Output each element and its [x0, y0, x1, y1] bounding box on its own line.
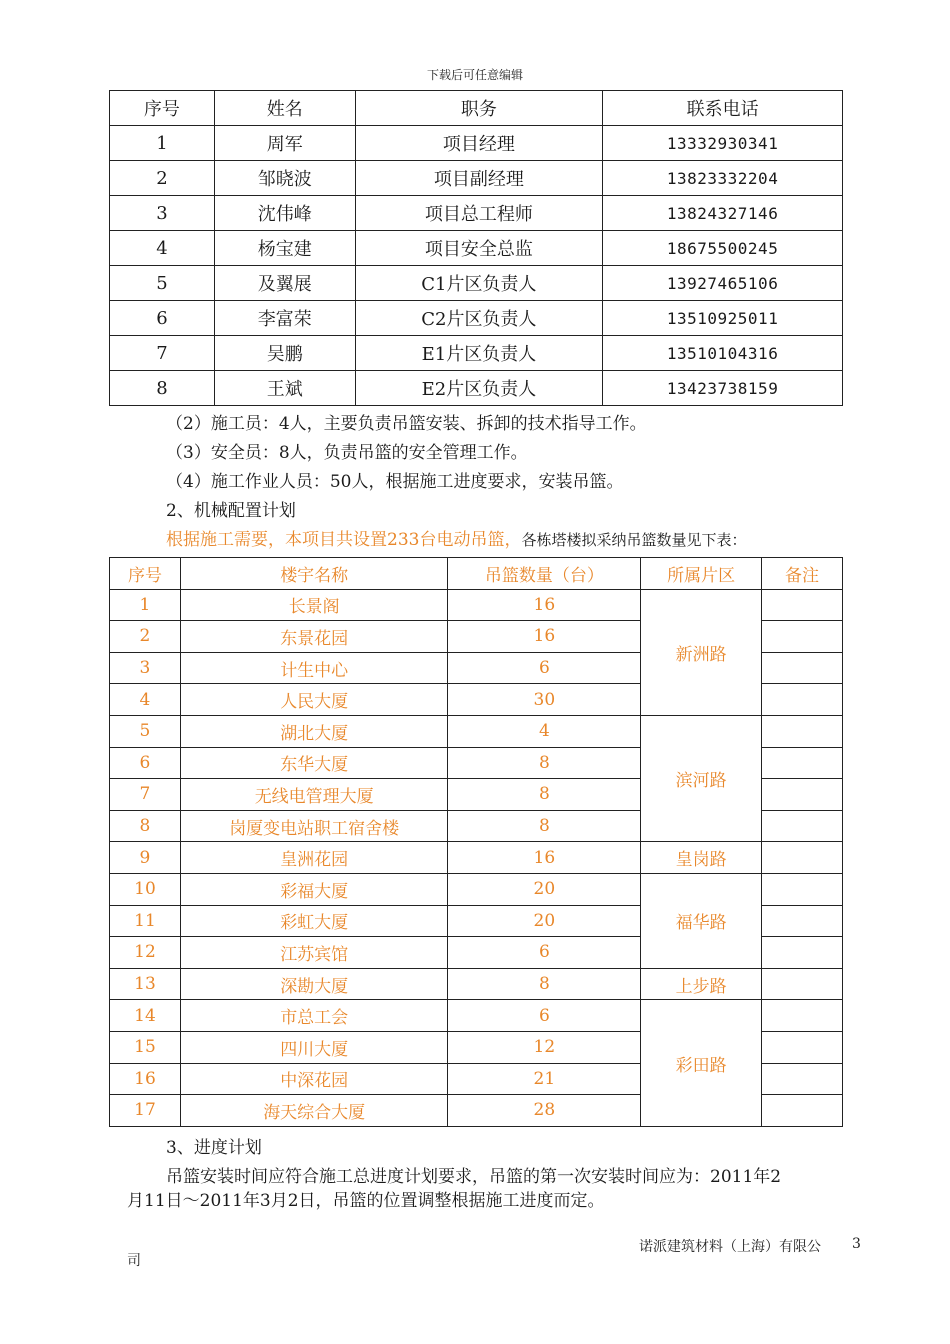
table-cell: 3	[110, 196, 215, 231]
page-number: 3	[852, 1236, 861, 1252]
table-cell: 项目总工程师	[355, 196, 603, 231]
remark-cell	[762, 1095, 843, 1127]
table-cell: 1	[110, 126, 215, 161]
table-cell: 东华大厦	[180, 747, 448, 779]
table-cell: 江苏宾馆	[180, 937, 448, 969]
column-header: 姓名	[214, 91, 355, 126]
table-cell: 13510925011	[603, 301, 843, 336]
table-row	[110, 161, 843, 196]
table-cell: C1片区负责人	[355, 266, 603, 301]
table-cell: 湖北大厦	[180, 715, 448, 747]
table-cell: 7	[110, 336, 215, 371]
table-cell: 6	[448, 652, 641, 684]
remark-cell	[762, 715, 843, 747]
district-cell: 新洲路	[641, 589, 762, 715]
table-cell: 2	[110, 161, 215, 196]
table-cell: 8	[448, 968, 641, 1000]
table-cell: 市总工会	[180, 1000, 448, 1032]
gondola-table	[109, 557, 843, 1127]
table-cell: 9	[110, 842, 181, 874]
table-cell: 四川大厦	[180, 1031, 448, 1063]
remark-cell	[762, 842, 843, 874]
table-cell: 6	[448, 1000, 641, 1032]
table-cell: 东景花园	[180, 621, 448, 653]
footer-company-tail: 司	[127, 1253, 141, 1269]
column-header: 序号	[110, 558, 181, 590]
staff-table	[109, 90, 843, 406]
table-cell: 21	[448, 1063, 641, 1095]
table-cell: 5	[110, 266, 215, 301]
table-cell: C2片区负责人	[355, 301, 603, 336]
paragraph-construction-staff: （2）施工员：4人，主要负责吊篮安装、拆卸的技术指导工作。	[166, 414, 647, 434]
table-cell: 长景阁	[180, 589, 448, 621]
remark-cell	[762, 1063, 843, 1095]
header-note: 下载后可任意编辑	[426, 68, 523, 82]
table-cell: 3	[110, 652, 181, 684]
schedule-text-line2: 月11日～2011年3月2日，吊篮的位置调整根据施工进度而定。	[127, 1191, 605, 1211]
table-cell: 6	[110, 747, 181, 779]
table-cell: 5	[110, 715, 181, 747]
table-cell: 16	[110, 1063, 181, 1095]
column-header: 备注	[762, 558, 843, 590]
table-cell: 13824327146	[603, 196, 843, 231]
table-cell: 海天综合大厦	[180, 1095, 448, 1127]
remark-cell	[762, 684, 843, 716]
table-cell: 及翼展	[214, 266, 355, 301]
table-cell: 李富荣	[214, 301, 355, 336]
table-cell: 13510104316	[603, 336, 843, 371]
table-cell: 项目副经理	[355, 161, 603, 196]
table-cell: 周军	[214, 126, 355, 161]
table-cell: 沈伟峰	[214, 196, 355, 231]
remark-cell	[762, 968, 843, 1000]
staff-table-header	[110, 91, 843, 126]
table-cell: 计生中心	[180, 652, 448, 684]
table-cell: 8	[448, 747, 641, 779]
remark-cell	[762, 747, 843, 779]
table-cell: 8	[110, 371, 215, 406]
remark-cell	[762, 937, 843, 969]
table-cell: 人民大厦	[180, 684, 448, 716]
table-cell: 20	[448, 905, 641, 937]
table-cell: 17	[110, 1095, 181, 1127]
table-cell: 11	[110, 905, 181, 937]
district-cell: 彩田路	[641, 1000, 762, 1126]
section-heading-machinery: 2、机械配置计划	[166, 501, 296, 521]
district-cell: 福华路	[641, 873, 762, 968]
table-cell: 王斌	[214, 371, 355, 406]
table-cell: 13423738159	[603, 371, 843, 406]
table-row	[110, 126, 843, 161]
table-cell: 15	[110, 1031, 181, 1063]
table-cell: 8	[110, 810, 181, 842]
table-row	[110, 968, 843, 1000]
table-cell: 12	[110, 937, 181, 969]
table-cell: 岗厦变电站职工宿舍楼	[180, 810, 448, 842]
table-cell: 深勘大厦	[180, 968, 448, 1000]
district-cell: 上步路	[641, 968, 762, 1000]
column-header: 序号	[110, 91, 215, 126]
table-cell: 1	[110, 589, 181, 621]
remark-cell	[762, 1031, 843, 1063]
column-header: 所属片区	[641, 558, 762, 590]
table-row	[110, 231, 843, 266]
table-cell: 20	[448, 873, 641, 905]
table-row	[110, 715, 843, 747]
table-cell: 28	[448, 1095, 641, 1127]
table-row	[110, 371, 843, 406]
remark-cell	[762, 779, 843, 811]
district-cell: 皇岗路	[641, 842, 762, 874]
table-cell: 彩福大厦	[180, 873, 448, 905]
table-cell: 项目经理	[355, 126, 603, 161]
machinery-intro	[166, 525, 746, 550]
remark-cell	[762, 589, 843, 621]
column-header: 楼宇名称	[180, 558, 448, 590]
intro-text: 各栋塔楼拟采纳吊篮数量见下表：	[521, 531, 747, 549]
table-cell: E2片区负责人	[355, 371, 603, 406]
remark-cell	[762, 873, 843, 905]
table-cell: 4	[448, 715, 641, 747]
table-cell: 13	[110, 968, 181, 1000]
table-cell: 项目安全总监	[355, 231, 603, 266]
table-cell: 6	[448, 937, 641, 969]
table-cell: 中深花园	[180, 1063, 448, 1095]
table-cell: 邹晓波	[214, 161, 355, 196]
column-header: 吊篮数量（台）	[448, 558, 641, 590]
table-cell: 杨宝建	[214, 231, 355, 266]
table-row	[110, 196, 843, 231]
table-row	[110, 873, 843, 905]
table-cell: 无线电管理大厦	[180, 779, 448, 811]
table-cell: 8	[448, 779, 641, 811]
remark-cell	[762, 905, 843, 937]
table-row	[110, 842, 843, 874]
district-cell: 滨河路	[641, 715, 762, 841]
table-row	[110, 336, 843, 371]
table-cell: 7	[110, 779, 181, 811]
gondola-table-header	[110, 558, 843, 590]
table-cell: 10	[110, 873, 181, 905]
table-cell: 16	[448, 621, 641, 653]
paragraph-safety-staff: （3）安全员：8人，负责吊篮的安全管理工作。	[166, 443, 528, 463]
table-cell: E1片区负责人	[355, 336, 603, 371]
section-heading-schedule: 3、进度计划	[166, 1138, 262, 1158]
schedule-text-line1: 吊篮安装时间应符合施工总进度计划要求，吊篮的第一次安装时间应为：2011年2	[166, 1167, 782, 1187]
footer-company: 诺派建筑材料（上海）有限公	[639, 1239, 821, 1255]
table-cell: 2	[110, 621, 181, 653]
table-row	[110, 589, 843, 621]
remark-cell	[762, 1000, 843, 1032]
table-cell: 吴鹏	[214, 336, 355, 371]
table-cell: 13823332204	[603, 161, 843, 196]
remark-cell	[762, 652, 843, 684]
table-cell: 14	[110, 1000, 181, 1032]
table-cell: 18675500245	[603, 231, 843, 266]
table-cell: 13927465106	[603, 266, 843, 301]
table-cell: 4	[110, 684, 181, 716]
table-cell: 16	[448, 842, 641, 874]
column-header: 联系电话	[603, 91, 843, 126]
table-cell: 4	[110, 231, 215, 266]
table-cell: 彩虹大厦	[180, 905, 448, 937]
table-row	[110, 301, 843, 336]
intro-highlight: 根据施工需要，本项目共设置233台电动吊篮，	[166, 530, 522, 550]
table-cell: 13332930341	[603, 126, 843, 161]
table-row	[110, 1000, 843, 1032]
table-cell: 16	[448, 589, 641, 621]
paragraph-workers: （4）施工作业人员：50人，根据施工进度要求，安装吊篮。	[166, 472, 624, 492]
remark-cell	[762, 621, 843, 653]
table-cell: 30	[448, 684, 641, 716]
table-cell: 12	[448, 1031, 641, 1063]
table-cell: 6	[110, 301, 215, 336]
table-row	[110, 266, 843, 301]
table-cell: 8	[448, 810, 641, 842]
table-cell: 皇洲花园	[180, 842, 448, 874]
remark-cell	[762, 810, 843, 842]
column-header: 职务	[355, 91, 603, 126]
